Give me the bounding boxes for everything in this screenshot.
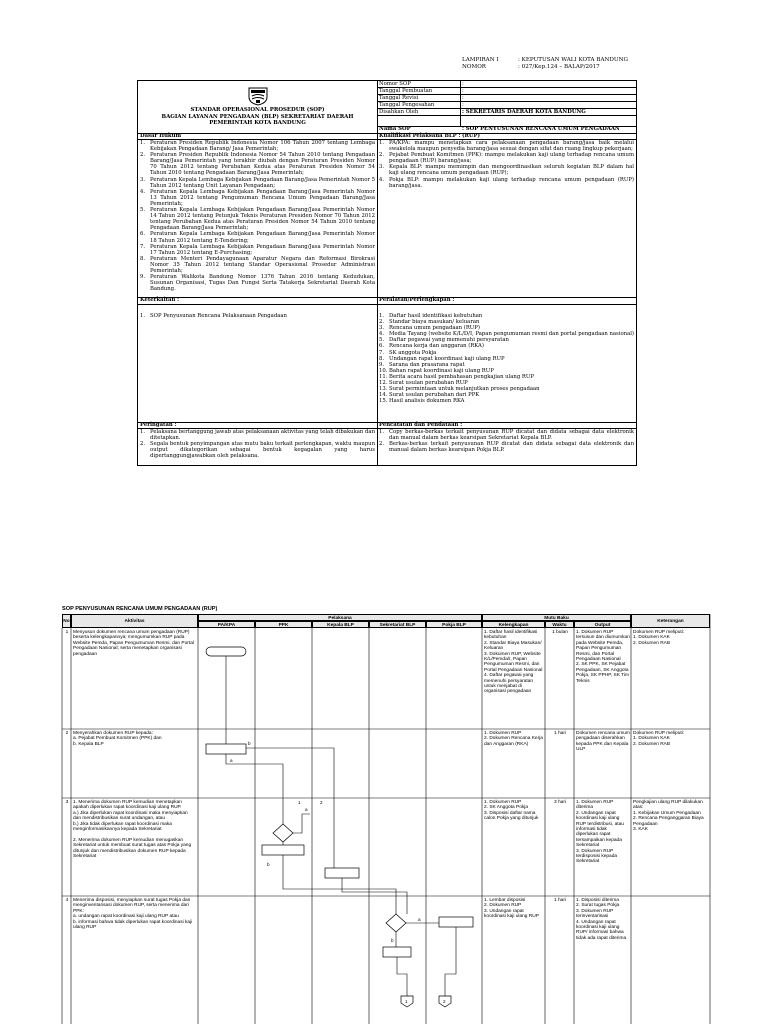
peralatan-item-number: 4. [379,331,385,338]
pencatatan-item [379,429,634,441]
kualifikasi-list [379,140,634,297]
flow-cell-kelengkapan: 1. Daftar hasil identifikasi kebutuhan 2. Standar Biaya Masukan/ Keluaran 3. Dokumen RUP, Website K/L/Pemda/I, Papan Pengumuman Resmi, dan Portal Pengadaan Nasional 4. Daftar pegawai yang memenuhi persyaratan untuk menjabat di organisasi pengadaan [484,630,543,695]
flow-title: SOP PENYUSUNAN RENCANA UMUM PENGADAAN (RUP) [62,606,218,612]
flow-branch-label: b [391,938,394,943]
peralatan-item-text: SK anggota Pokja [389,349,437,356]
flow-branch-label: b [248,741,251,746]
pencatatan-item [379,441,634,453]
flow-cell-keterangan: Dokumen RUP meliputi: 1. Dokumen KAK 2. Dokumen RAB [633,630,685,646]
dasar-hukum-item-text: Peraturan Presiden Republik Indonesia Nomor 106 Tahun 2007 tentang Lembaga Kebijakan Pengadaan Barang/ Jasa Pemerintah; [150,140,375,153]
dasar-hukum-item-number: 5. [140,207,146,214]
flow-process-box [206,744,246,754]
dasar-hukum-list [140,140,375,297]
sop-title-line: BAGIAN LAYANAN PENGADAAN (BLP) SEKRETARIAT DAERAH [161,113,354,120]
dasar-hukum-item [140,231,375,243]
flow-cell-aktivitas: Menerima disposisi, menyiapkan surat tugas Pokja dan menginventarisasi dokumen RUP, serta menerima dari PPK: a. undangan rapat koordinasi kaji ulang RUP atau b. informasi bahwa tidak diperlukan rapat koordinasi kaji ulang RUP [73,898,193,931]
keterkaitan-heading: Keterkaitan : [140,297,180,303]
header-sekretariat-blp: Sekretariat BLP [369,621,426,628]
flow-cell-keterangan: Dokumen RUP meliputi: 1. Dokumen KAK 2. Dokumen RAB [633,731,685,747]
peralatan-item-number: 13. [379,386,388,393]
peralatan-item-text: Surat usulan perubahan dari PPK [389,392,480,399]
sop-identity-table [137,80,637,466]
dasar-hukum-item-number: 8. [140,255,146,262]
flow-branch-label: a [418,917,421,922]
flow-cell-waktu: 1 hari [554,731,566,736]
dasar-hukum-heading: Dasar Hukum [140,133,182,139]
kualifikasi-item [379,152,634,164]
peringatan-list [140,429,375,465]
flow-cell-no: 1 [65,630,69,635]
header-aktivitas: Aktivitas [71,614,198,628]
meta-label: Tanggal Pembuatan [379,88,433,94]
dasar-hukum-item-text: Peraturan Kepala Lembaga Kebijakan Pengadaan Barang/Jasa Pemerintah Nomor 14 Tahun 2012 tentang Petunjuk Teknis Peraturan Presiden Nomor 70 Tahun 2012 tentang Perubahan Kedua atas Peraturan Presiden Nomor 54 Tahun 2010 tentang Pengadaan Barang/Jasa Pemerintah; [150,207,375,232]
flow-cell-aktivitas: 1. Menerima dokumen RUP kemudian menetapkan apakah diperlukan rapat koordinasi kaji ulang RUP. a.) Jika diperlukan rapat koordinasi maka menyiapkan dan mendistribusikan surat undangan, atau b.) Jika tidak diperlukan rapat koordinasi maka menginformasikannya kepada Sekretariat 2. Menerima dokumen RUP kemudian menugaskan Sekretariat untuk membuat surat tugas atas Pokja yang ditunjuk dan mendistribusikan dokumen RUP kepada Sekretariat [73,800,192,860]
flow-process-box [439,917,473,927]
sop-title-block [138,81,377,133]
kualifikasi-item [379,164,634,176]
meta-label: Tanggal Pengesahan [379,102,435,108]
sop-flow-table [62,614,710,1024]
dasar-hukum-item [140,207,375,231]
peralatan-item-text: Hasil analisis dokumen RKA [389,398,465,405]
peralatan-item-text: Surat permintaan untuk melanjutkan proses pengadaan [389,386,540,393]
lampiran-key: NOMOR [462,64,487,70]
flow-cell-waktu: 1 bulan [552,630,568,635]
pencatatan-item-text: Berkas-berkas terkait penyusunan RUP dicatat dan didata sebagai data elektronik dan manual dalam berkas kearsipan Pokja BLP. [389,441,634,454]
flow-cell-aktivitas: Menyerahkan dokumen RUP kepada: a. Pejabat Pembuat Komitmen (PPK) dan b. Kepala BLP [73,731,162,747]
flow-branch-label: a [230,758,233,763]
peralatan-item-number: 3. [379,325,385,332]
dasar-hukum-item-text: Peraturan Kepala Lembaga Kebijakan Pengadaan Barang/Jasa Pemerintah Nomor 18 Tahun 2012 tentang E-Tendering; [150,231,375,244]
nama-sop-label: Nama SOP [379,126,411,132]
peralatan-item [379,398,634,404]
header-waktu: Waktu [545,621,574,628]
dasar-hukum-item-number: 3. [140,176,146,183]
dasar-hukum-item [140,244,375,256]
peringatan-item-number: 1. [140,429,146,435]
flow-decision-diamond [386,914,406,932]
meta-label: Nomor SOP [379,81,411,87]
pencatatan-item-number: 1. [379,429,385,435]
flow-branch-label: 2 [320,800,323,805]
sop-meta-values [462,81,634,116]
dasar-hukum-item-text: Peraturan Kepala Lembaga Kebijakan Pengadaan Barang/Jasa Pemerintah Nomor 13 Tahun 2012 tentang Pengumuman Rencana Umum Pengadaan Barang/Jasa Pemerintah; [150,188,375,207]
flow-cell-aktivitas: Menyusun dokumen rencana umum pengadaan (RUP) beserta kelengkapannya; mengumumkan RUP pada Website Pemda, Papan Pengumuman Resmi, dan Portal Pengadaan Nasional; serta menetapkan organisasi pengadaan [73,630,194,657]
dasar-hukum-item-number: 4. [140,188,146,195]
bandung-emblem-icon [247,86,269,106]
peralatan-item-number: 8. [379,355,385,362]
flow-cell-output: 1. Dokumen RUP tersusun dan diumumkan pada Website Pemda, Papan Pengumuman Resmi, dan Portal Pengadaan Nasional 2. SK PPK, SK Pejabat Pengadaan, SK Anggota Pokja, SK PPHP, SK Tim Teknis [576,630,630,684]
kualifikasi-item-text: PA/KPA: mampu menetapkan cara pelaksanaan pengadaan barang/jasa baik melalui swakelola maupun penyedia barang/jasa sesuai dengan sifat dan ruang lingkup pekerjaan; [389,140,634,153]
peralatan-item-number: 14. [379,392,388,399]
header-kepala-blp: Kepala BLP [312,621,369,628]
sop-meta-labels [379,81,459,116]
pencatatan-list [379,429,634,465]
flow-cell-keterangan: Pengkajian ulang RUP dilakukan atas: 1. Kebijakan Umum Pengadaan 2. Rencana Penganggaran Biaya Pengadaan 3. KAK [633,800,704,833]
dasar-hukum-item-number: 6. [140,231,146,238]
peralatan-item-text: Sarana dan prasarana rapat [389,361,465,368]
pencatatan-heading: Pencatatan dan Pendataan : [379,422,463,428]
pencatatan-item-number: 2. [379,441,385,448]
peralatan-item-text: Media Tayang (website K/L/D/I, Papan pengumuman resmi dan portal pengadaan nasional) [389,331,634,338]
kualifikasi-item-number: 4. [379,176,385,183]
peralatan-item-number: 7. [379,349,385,356]
lampiran-value: : 027/Kep.124 – BALAP/2017 [518,64,600,70]
dasar-hukum-item-number: 1. [140,140,146,146]
kualifikasi-item-text: Pejabat Pembuat Komitmen (PPK): mampu melakukan kaji ulang terhadap rencana umum pengadaan (RUP) barang/jasa; [389,152,634,165]
meta-label: Disahkan Oleh [379,109,419,115]
nama-sop-value: : SOP PENYUSUNAN RENCANA UMUM PENGADAAN (RUP) [462,126,620,139]
pencatatan-item-text: Copy berkas-berkas terkait penyusunan RUP dicatat dan didata sebagai data elektronik dan manual dalam berkas kearsipan Sekretariat Kepala BLP. [389,429,634,442]
header-keterangan: Keterangan [631,614,710,628]
peringatan-item-number: 2. [140,441,146,448]
peralatan-item-text: Daftar pegawai yang memenuhi persyaratan [389,337,509,344]
keterkaitan-item-text: SOP Penyusunan Rencana Pelaksanaan Pengadaan [150,313,287,319]
peralatan-item-number: 1. [379,313,385,319]
header-pokja-blp: Pokja BLP [426,621,482,628]
dasar-hukum-item-number: 7. [140,243,146,250]
peralatan-item-number: 5. [379,337,385,344]
meta-value: : [462,88,464,94]
peralatan-item-text: Rencana umum pengadaan (RUP) [389,325,480,332]
peralatan-item-text: Rencana kerja dan anggaran (RKA) [389,343,484,350]
keterkaitan-list [140,313,375,413]
peringatan-heading: Peringatan : [140,422,177,428]
dasar-hukum-item [140,152,375,176]
sop-title-line: STANDAR OPERASIONAL PROSEDUR (SOP) [190,107,325,113]
peralatan-list [379,313,634,423]
flow-process-box [262,845,304,855]
dasar-hukum-item-text: Peraturan Menteri Pendayagunaan Aparatur Negara dan Reformasi Birokrasi Nomor 35 Tahun 2012 tentang Standar Operasional Prosedur Administrasi Pemerintah; [150,255,375,274]
flow-decision-diamond [273,824,293,842]
header-pa-kpa: PA/KPA [198,621,255,628]
peralatan-item-text: Undangan rapat koordinasi kaji ulang RUP [389,355,505,362]
flow-cell-output: 1. Dokumen RUP diterima 2. Undangan rapat koordinasi kaji ulang RUP terdistribusi, atau informasi tidak diperlukan rapat tersampaikan kepada Sekretariat 3. Dokumen RUP terdisposisi kepada Sekretariat [576,800,624,865]
lampiran-header [462,57,628,71]
peralatan-item-number: 6. [379,343,385,350]
dasar-hukum-item-text: Peraturan Kepala Lembaga Kebijakan Pengadaan Barang/Jasa Pemerintah Nomor 17 Tahun 2012 tentang E-Purchasing; [150,243,375,256]
peralatan-item-number: 2. [379,319,385,326]
kualifikasi-item-text: Kepala BLP: mampu memimpin dan mengoordinasikan seluruh kegiatan BLP dalam hal kaji ulang rencana umum pengadaan (RUP); [389,164,634,177]
peralatan-item-text: Berita acara hasil pembahasan pengkajian ulang RUP [389,373,534,380]
kualifikasi-item-text: Pokja BLP: mampu melakukan kaji ulang terhadap rencana umum pengadaan (RUP) barang/jasa. [389,176,634,189]
flow-cell-output: 1. Disposisi diterima 2. Surat tugas Pokja 3. Dokumen RUP terinventarisasi 4. Undangan rapat koordinasi kaji ulang RUP/ informasi bahwa tidak ada rapat diterima [576,898,627,941]
flow-connector-label: 1 [405,999,408,1004]
keterkaitan-item [140,313,375,319]
kualifikasi-item [379,140,634,152]
peralatan-item-text: Standar biaya masukan/ keluaran [389,319,480,326]
kualifikasi-item-number: 1. [379,140,385,146]
dasar-hukum-item-text: Peraturan Walikota Bandung Nomor 1376 Tahun 2016 tentang Kedudukan, Susunan Organisasi, Tugas Dan Fungsi Serta Tatakerja Sekretariat Daerah Kota Bandung. [150,274,375,293]
lampiran-value: : KEPUTUSAN WALI KOTA BANDUNG [518,57,628,63]
dasar-hukum-item [140,256,375,274]
header-mutu-baku: Mutu Baku [482,614,631,621]
flow-cell-no: 2 [65,731,69,736]
dasar-hukum-item [140,177,375,189]
flow-process-box [325,868,359,878]
meta-value: : [462,81,464,87]
peralatan-item-number: 9. [379,361,385,368]
peringatan-item-text: Segala bentuk penyimpangan atas mutu baku terkait perlengkapan, waktu maupun output dikategorikan sebagai bentuk kegagalan yang harus dipertanggungjawabkan oleh pelaksana. [150,441,375,460]
peralatan-item-number: 12. [379,380,388,387]
flow-connector-label: 2 [443,999,446,1004]
lampiran-row [462,64,628,71]
dasar-hukum-item-text: Peraturan Presiden Republik Indonesia Nomor 54 Tahun 2010 tentang Pengadaan Barang/Jasa Pemerintah yang terakhir diubah dengan Peraturan Presiden Nomor 70 Tahun 2012 tentang Perubahan Kedua atas Peraturan Presiden Nomor 54 Tahun 2010 tentang Pengadaan Barang/Jasa Pemerintah; [150,152,375,177]
lampiran-key: LAMPIRAN I [462,57,499,63]
header-no: No [62,614,71,628]
peralatan-heading: Peralatan/Perlengkapan : [379,297,455,303]
peralatan-item-number: 15. [379,398,388,405]
dasar-hukum-item [140,140,375,152]
header-pelaksana: Pelaksana [198,614,482,621]
kualifikasi-item-number: 2. [379,152,385,159]
peralatan-item-text: Bahan rapat koordinasi kaji ulang RUP [389,367,494,374]
header-ppk: PPK [255,621,312,628]
kualifikasi-item-number: 3. [379,164,385,171]
flow-start-terminator [206,647,246,656]
peringatan-item-text: Pelaksana bertanggung jawab atas pelaksanaan aktivitas yang telah dibakukan dan ditetapkan. [150,429,375,442]
keterkaitan-item-number: 1. [140,313,146,319]
meta-value: : SEKRETARIS DAERAH KOTA BANDUNG [462,109,586,115]
dasar-hukum-item-number: 9. [140,274,146,281]
flow-branch-label: a [305,807,308,812]
flow-branch-label: b [267,862,270,867]
flow-cell-kelengkapan: 1. Dokumen RUP 2. SK Anggota Pokja 3. Disposisi daftar nama calon Pokja yang ditunjuk [484,800,539,822]
meta-label: Tanggal Revisi [379,95,419,101]
flow-cell-output: Dokumen rencana umum pengadaan diserahkan kepada PPK dan Kepala ULP [576,731,630,753]
flow-cell-kelengkapan: 1. Lembar disposisi 2. Dokumen RUP 3. Undangan rapat koordinasi kaji ulang RUP [484,898,539,920]
lampiran-row [462,57,628,64]
dasar-hukum-item [140,274,375,292]
kualifikasi-heading: Kualifikasi Pelaksana BLP : [379,133,461,139]
flow-cell-waktu: 3 hari [554,800,566,805]
flow-cell-no: 4 [65,898,69,903]
flow-cell-waktu: 1 hari [554,898,566,903]
sop-title-line: PEMERINTAH KOTA BANDUNG [209,120,306,127]
dasar-hukum-item [140,189,375,207]
header-output: Output [574,621,631,628]
peralatan-item-text: Surat usulan perubahan RUP [389,380,468,387]
meta-value: : [462,95,464,101]
dasar-hukum-item-text: Peraturan Kepala Lembaga Kebijakan Pengadaan Barang/Jasa Pemerintah Nomor 5 Tahun 2012 tentang Unit Layanan Pengadaan; [150,176,375,189]
flow-cell-no: 3 [65,800,69,805]
peralatan-item-number: 11. [379,373,388,380]
peralatan-item-number: 10. [379,367,388,374]
kualifikasi-item [379,177,634,189]
peralatan-item-text: Daftar hasil identifikasi kebutuhan [389,313,483,319]
peringatan-item [140,441,375,459]
dasar-hukum-item-number: 2. [140,152,146,159]
header-kelengkapan: Kelengkapan [482,621,545,628]
meta-value: : [462,102,464,108]
flow-branch-label: 1 [298,800,301,805]
flow-cell-kelengkapan: 1. Dokumen RUP 2. Dokumen Rencana Kerja dan Anggaran (RKA) [484,731,543,747]
flow-process-box [383,947,411,957]
peringatan-item [140,429,375,441]
